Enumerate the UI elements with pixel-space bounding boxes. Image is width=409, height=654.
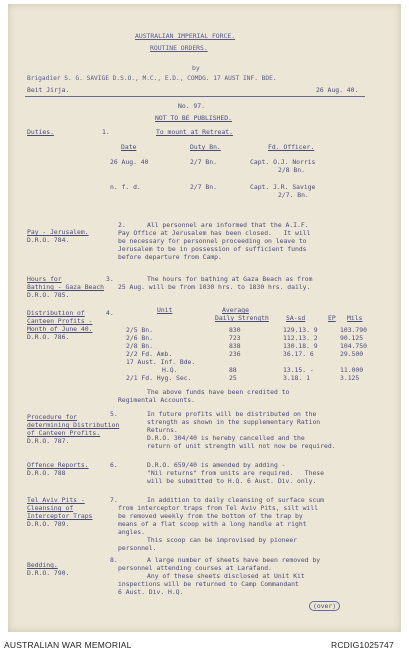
- over-marker: (over): [309, 601, 340, 611]
- bathing-ref: D.R.O. 785.: [27, 291, 70, 299]
- table-row-money: 130.18. 9: [283, 342, 318, 350]
- procedure-heading-3: of Canteen Profits.: [27, 429, 101, 437]
- procedure-l4: D.R.O. 304/40 is hereby cancelled and the: [147, 434, 305, 442]
- footer-id: RCDIG1025747: [331, 640, 394, 650]
- col-strength: Daily Strength: [215, 314, 269, 322]
- offence-l2: "Nil returns" from units are required. These: [147, 469, 324, 477]
- distribution-ref: D.R.O. 786.: [27, 333, 70, 341]
- table-row-money: 36.17. 6: [283, 350, 314, 358]
- row1-officer-unit: 2/8 Bn.: [278, 166, 305, 174]
- col-officer: Fd. Officer.: [268, 143, 315, 151]
- pay-l1: All personnel are informed that the A.I.F.: [147, 221, 309, 229]
- row2-duty: 2/7 Bn.: [190, 183, 217, 191]
- orders-title: ROUTINE ORDERS.: [150, 44, 208, 52]
- table-row-unit: 17 Aust. Inf. Bde.: [126, 358, 196, 366]
- pay-num: 2.: [118, 221, 126, 229]
- pay-heading: Pay - Jerusalem.: [27, 228, 89, 236]
- col-ep: EP: [328, 314, 336, 322]
- table-row-money: 129.13. 9: [283, 326, 318, 334]
- bedding-num: 8.: [110, 556, 118, 564]
- duties-num: 1.: [102, 128, 110, 136]
- telaviv-num: 7.: [110, 496, 118, 504]
- table-row-unit: H.Q.: [162, 366, 178, 374]
- table-row-mils: 29.500: [340, 350, 364, 358]
- table-row-mils: 90.125: [340, 334, 364, 342]
- table-row-strength: 830: [229, 326, 241, 334]
- bedding-l2: personnel attending courses at Larafand.: [118, 564, 272, 572]
- col-unit: Unit: [157, 306, 173, 314]
- bedding-l1: A large number of sheets have been removed by: [147, 556, 321, 564]
- distribution-heading-3: Month of June 40.: [27, 325, 93, 333]
- telaviv-heading-2: Cleansing of: [27, 504, 74, 512]
- table-row-strength: 25: [229, 374, 237, 382]
- force-title: AUSTRALIAN IMPERIAL FORCE.: [135, 32, 236, 40]
- procedure-l5: return of unit strength will not now be required.: [147, 442, 336, 450]
- bedding-l3: Any of these sheets disclosed at Unit Kit: [147, 572, 305, 580]
- bathing-l1: The hours for bathing at Gaza Beach as from: [147, 275, 313, 283]
- bathing-l2: 25 Aug. will be from 1030 hrs. to 1830 hrs. daily.: [118, 283, 311, 291]
- procedure-l3: Returns.: [147, 426, 178, 434]
- by-line: by: [192, 64, 200, 72]
- order-number: No. 97.: [178, 102, 205, 110]
- procedure-l2: strength as shown in the supplementary Ration: [147, 418, 321, 426]
- procedure-num: 5.: [110, 410, 118, 418]
- telaviv-l6: This scoop can be improvised by pioneer: [147, 536, 298, 544]
- col-average: Average: [222, 306, 249, 314]
- pay-ref: D.R.O. 784.: [27, 236, 70, 244]
- table-row-money: 112.13. 2: [283, 334, 318, 342]
- table-row-unit: 2/8 Bn.: [126, 342, 153, 350]
- offence-l1: D.R.O. 659/40 is amended by adding -: [147, 461, 286, 469]
- procedure-l1: In future profits will be distributed on the: [147, 410, 317, 418]
- order-date: 26 Aug. 40.: [316, 86, 359, 94]
- pay-l3: be necessary for personnel proceeding on leave to: [118, 237, 307, 245]
- telaviv-l7: personnel.: [118, 544, 157, 552]
- row2-date: n. f. d.: [110, 183, 141, 191]
- procedure-heading-2: determining Distribution: [27, 421, 120, 429]
- telaviv-ref: D.R.O. 789.: [27, 520, 70, 528]
- row1-officer: Capt. O.J. Norris: [250, 158, 316, 166]
- row2-officer: Capt. J.R. Savige: [250, 183, 316, 191]
- table-row-mils: 3.125: [340, 374, 360, 382]
- row1-duty: 2/7 Bn.: [190, 158, 217, 166]
- offence-heading: Offence Reports.: [27, 461, 89, 469]
- table-row-unit: 2/2 Fd. Amb.: [126, 350, 173, 358]
- telaviv-l3: be removed weekly from the bottom of the trap by: [118, 512, 303, 520]
- table-row-money: 13.15. -: [283, 366, 314, 374]
- bedding-l5: 6 Aust. Div. H.Q.: [118, 588, 184, 596]
- table-row-strength: 88: [229, 366, 237, 374]
- procedure-heading-1: Procedure for: [27, 413, 78, 421]
- header-rule: [25, 96, 365, 97]
- col-sa: SA-sd: [286, 314, 306, 322]
- procedure-ref: D.R.O. 787.: [27, 437, 70, 445]
- table-row-strength: 838: [229, 342, 241, 350]
- bathing-heading-2: Bathing - Gaza Beach: [27, 283, 104, 291]
- table-row-unit: 2/6 Bn.: [126, 334, 153, 342]
- table-row-unit: 2/5 Bn.: [126, 326, 153, 334]
- pay-l4: Jerusalem to be in possession of sufficient funds: [118, 245, 307, 253]
- distribution-heading-1: Distribution of: [27, 309, 85, 317]
- offence-ref: D.R.O. 788: [27, 469, 66, 477]
- distribution-note-2: Regimental Accounts.: [118, 396, 195, 404]
- distribution-note-1: The above funds have been credited to: [147, 388, 290, 396]
- offence-num: 6.: [110, 461, 118, 469]
- pay-l5: before departure from Camp.: [118, 253, 222, 261]
- offence-l3: will be submitted to H.Q. 6 Aust. Div. only.: [147, 477, 317, 485]
- telaviv-l4: means of a flat scoop with a long handle at right: [118, 520, 307, 528]
- table-row-strength: 723: [229, 334, 241, 342]
- row1-date: 26 Aug. 40: [110, 158, 149, 166]
- not-published: NOT TO BE PUBLISHED.: [155, 114, 232, 122]
- bathing-heading-1: Hours for: [27, 275, 62, 283]
- footer-credit: AUSTRALIAN WAR MEMORIAL: [4, 640, 132, 650]
- table-row-strength: 236: [229, 350, 241, 358]
- col-duty: Duty Bn.: [190, 143, 221, 151]
- table-row-mils: 11.000: [340, 366, 364, 374]
- table-row-mils: 104.750: [340, 342, 367, 350]
- table-row-mils: 103.790: [340, 326, 367, 334]
- distribution-heading-2: Canteen Profits -: [27, 317, 93, 325]
- telaviv-l1: In addition to daily cleansing of surface scum: [147, 496, 324, 504]
- table-row-unit: 2/1 Fd. Hyg. Sec.: [126, 374, 192, 382]
- distribution-num: 4.: [106, 309, 114, 317]
- bathing-num: 3.: [106, 275, 114, 283]
- telaviv-heading-1: Tel Aviv Pits -: [27, 496, 85, 504]
- telaviv-l5: angles.: [118, 528, 145, 536]
- duties-heading: Duties.: [27, 128, 54, 136]
- bedding-l4: inspections will be returned to Camp Commandant: [118, 580, 299, 588]
- col-date: Date: [121, 143, 137, 151]
- duties-title: To mount at Retreat.: [156, 128, 233, 136]
- bedding-ref: D.R.O. 790.: [27, 569, 70, 577]
- telaviv-l2: from interceptor traps from Tel Aviv Pits, silt will: [118, 504, 319, 512]
- telaviv-heading-3: Interceptor Traps: [27, 512, 93, 520]
- col-mils: Mils: [347, 314, 363, 322]
- table-row-money: 3.18. 1: [283, 374, 310, 382]
- pay-l2: Pay Office at Jerusalem has been closed. It will: [118, 229, 311, 237]
- bedding-heading: Bedding.: [27, 561, 58, 569]
- commander-line: Brigadier S. G. SAVIGE D.S.O., M.C., E.D., COMDG. 17 AUST INF. BDE.: [27, 75, 277, 82]
- row2-officer-unit: 2/7. Bn.: [278, 191, 309, 199]
- place: Beit Jirja.: [27, 86, 70, 94]
